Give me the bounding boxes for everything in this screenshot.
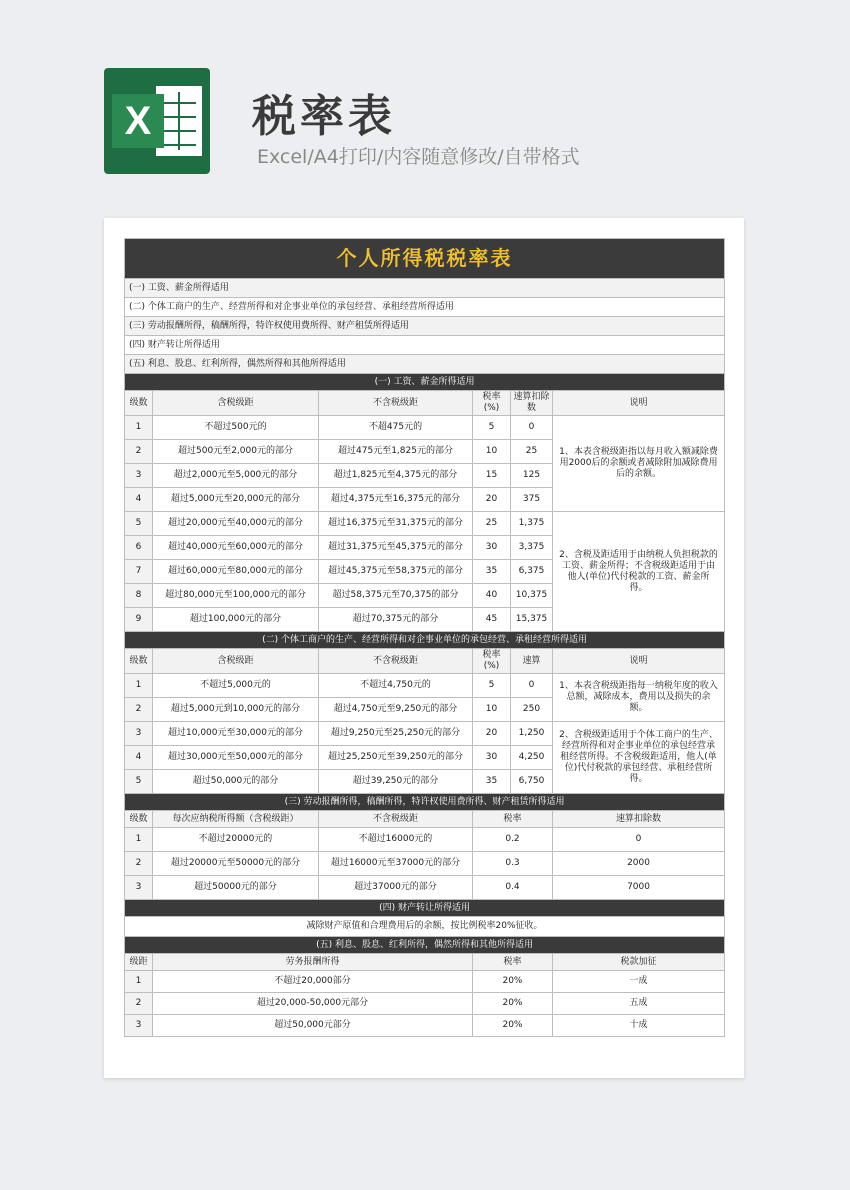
table-cell: 超过39,250元的部分 [319,770,473,794]
table-cell: 0 [511,674,553,698]
table-cell: 6,750 [511,770,553,794]
table-cell: 超过45,375元至58,375元的部分 [319,560,473,584]
table-cell: 不超过16000元的 [319,828,473,852]
header-cell: 税款加征 [553,954,725,971]
table-cell: 5 [125,512,153,536]
document-title: 税率表 [252,91,396,142]
table-cell: 不超过20,000部分 [153,971,473,993]
table-cell: 超过16000元至37000元的部分 [319,852,473,876]
section-4-text: 减除财产原值和合理费用后的余额，按比例税率20%征收。 [125,917,725,937]
table-row [125,674,725,698]
table-cell: 超过40,000元至60,000元的部分 [153,536,319,560]
table-cell: 6 [125,536,153,560]
section-list-item: (四) 财产转让所得适用 [125,336,725,355]
table-cell: 2000 [553,852,725,876]
section-2-title: (二) 个体工商户的生产、经营所得和对企事业单位的承包经营、承租经营所得适用 [125,632,725,649]
table-cell: 6,375 [511,560,553,584]
tax-rate-table [124,238,725,1037]
table-cell: 十成 [553,1015,725,1037]
section-4-title: (四) 财产转让所得适用 [125,900,725,917]
section-5-title: (五) 利息、股息、红利所得，偶然所得和其他所得适用 [125,937,725,954]
table-cell: 2 [125,993,153,1015]
table-cell: 超过50000元的部分 [153,876,319,900]
table-cell: 超过16,375元至31,375元的部分 [319,512,473,536]
header-cell: 速算扣除数 [511,391,553,416]
table-cell: 超过10,000元至30,000元的部分 [153,722,319,746]
table-cell: 30 [473,536,511,560]
sheet-title: 个人所得税税率表 [125,239,725,279]
table-cell: 超过9,250元至25,250元的部分 [319,722,473,746]
table-cell: 25 [511,440,553,464]
table-cell: 1,375 [511,512,553,536]
table-cell: 超过500元至2,000元的部分 [153,440,319,464]
table-cell: 一成 [553,971,725,993]
table-cell: 3 [125,722,153,746]
header-cell: 说明 [553,391,725,416]
table-cell: 超过37000元的部分 [319,876,473,900]
table-cell: 3 [125,1015,153,1037]
table-cell: 20% [473,1015,553,1037]
header-cell: 税率 [473,811,553,828]
table-cell: 2 [125,440,153,464]
table-cell: 35 [473,560,511,584]
header-cell: 速算 [511,649,553,674]
section-2-note-2: 2、含税级距适用于个体工商户的生产、经营所得和对企事业单位的承包经营承租经营所得。不含税级距适用，他人(单位)代付税款的承包经营、承租经营所得。 [553,722,725,794]
table-cell: 0.4 [473,876,553,900]
table-cell: 250 [511,698,553,722]
table-cell: 不超过500元的 [153,416,319,440]
header-cell: 含税级距 [153,649,319,674]
section-3-title: (三) 劳动报酬所得，稿酬所得，特许权使用费所得、财产租赁所得适用 [125,794,725,811]
table-cell: 0 [511,416,553,440]
header-cell: 级数 [125,391,153,416]
header-cell: 每次应纳税所得额（含税级距） [153,811,319,828]
table-cell: 15,375 [511,608,553,632]
table-cell: 不超过4,750元的 [319,674,473,698]
table-cell: 超过20000元至50000元的部分 [153,852,319,876]
table-cell: 超过20,000元至40,000元的部分 [153,512,319,536]
table-cell: 超过5,000元到10,000元的部分 [153,698,319,722]
table-cell: 4,250 [511,746,553,770]
header-cell: 不含税级距 [319,649,473,674]
table-row [125,1015,725,1037]
table-cell: 超过30,000元至50,000元的部分 [153,746,319,770]
table-cell: 7 [125,560,153,584]
table-cell: 375 [511,488,553,512]
table-cell: 1 [125,674,153,698]
table-cell: 2 [125,698,153,722]
table-cell: 30 [473,746,511,770]
table-cell: 1 [125,416,153,440]
table-cell: 1 [125,828,153,852]
header-cell: 级数 [125,811,153,828]
table-cell: 超过475元至1,825元的部分 [319,440,473,464]
table-cell: 超过4,375元至16,375元的部分 [319,488,473,512]
table-cell: 25 [473,512,511,536]
table-cell: 1,250 [511,722,553,746]
table-cell: 超过60,000元至80,000元的部分 [153,560,319,584]
table-cell: 0 [553,828,725,852]
table-cell: 4 [125,746,153,770]
table-cell: 20 [473,722,511,746]
section-list-item: (二) 个体工商户的生产、经营所得和对企事业单位的承包经营、承租经营所得适用 [125,298,725,317]
table-cell: 3 [125,464,153,488]
table-cell: 不超过20000元的 [153,828,319,852]
table-cell: 0.2 [473,828,553,852]
table-cell: 超过50,000元的部分 [153,770,319,794]
table-cell: 不超475元的 [319,416,473,440]
table-cell: 20% [473,993,553,1015]
section-list-item: (三) 劳动报酬所得，稿酬所得，特许权使用费所得、财产租赁所得适用 [125,317,725,336]
section-3-header-row [125,811,725,828]
table-row [125,993,725,1015]
section-2-header-row [125,649,725,674]
table-cell: 4 [125,488,153,512]
table-cell: 10 [473,698,511,722]
table-row [125,416,725,440]
table-cell: 20 [473,488,511,512]
table-cell: 超过20,000-50,000元部分 [153,993,473,1015]
sheet-title-row [125,239,725,279]
table-cell: 超过5,000元至20,000元的部分 [153,488,319,512]
table-cell: 0.3 [473,852,553,876]
table-cell: 3,375 [511,536,553,560]
header-cell: 说明 [553,649,725,674]
table-cell: 超过1,825元至4,375元的部分 [319,464,473,488]
section-list-item: (一) 工资、薪金所得适用 [125,279,725,298]
section-1-note-2: 2、含税及距适用于由纳税人负担税款的工资、薪金所得；不含税级距适用于由他人(单位)代付税款的工资、薪金所得。 [553,512,725,632]
table-cell: 35 [473,770,511,794]
section-1-header-row [125,391,725,416]
section-1-note-1: 1、本表含税级距指以每月收入额减除费用2000后的余额或者减除附加减除费用后的余额。 [553,416,725,512]
header-cell: 税率 [473,954,553,971]
table-row [125,971,725,993]
table-cell: 7000 [553,876,725,900]
section-1-title: (一) 工资、薪金所得适用 [125,374,725,391]
table-cell: 10 [473,440,511,464]
header-cell: 不含税级距 [319,811,473,828]
table-cell: 5 [473,674,511,698]
table-cell: 超过31,375元至45,375元的部分 [319,536,473,560]
table-cell: 超过100,000元的部分 [153,608,319,632]
table-row [125,722,725,746]
table-cell: 40 [473,584,511,608]
header-cell: 税率(%) [473,649,511,674]
table-cell: 5 [125,770,153,794]
table-row [125,512,725,536]
table-cell: 20% [473,971,553,993]
table-cell: 2 [125,852,153,876]
table-cell: 45 [473,608,511,632]
table-row [125,852,725,876]
table-cell: 8 [125,584,153,608]
table-row [125,828,725,852]
table-cell: 超过2,000元至5,000元的部分 [153,464,319,488]
table-cell: 超过70,375元的部分 [319,608,473,632]
header-cell: 含税级距 [153,391,319,416]
table-cell: 9 [125,608,153,632]
table-cell: 超过50,000元部分 [153,1015,473,1037]
spreadsheet-paper [104,218,744,1078]
header-cell: 级数 [125,649,153,674]
header-cell: 级距 [125,954,153,971]
table-cell: 1 [125,971,153,993]
excel-x-letter: X [112,94,164,148]
table-cell: 超过80,000元至100,000元的部分 [153,584,319,608]
table-row [125,876,725,900]
section-5-header-row [125,954,725,971]
document-subtitle: Excel/A4打印/内容随意修改/自带格式 [257,146,580,168]
header-cell: 税率(%) [473,391,511,416]
excel-logo-icon [104,68,210,174]
section-2-note-1: 1、本表含税级距指每一纳税年度的收入总额，减除成本，费用以及损失的余额。 [553,674,725,722]
header-cell: 劳务报酬所得 [153,954,473,971]
table-cell: 5 [473,416,511,440]
section-list-item: (五) 利息、股息、红利所得，偶然所得和其他所得适用 [125,355,725,374]
table-cell: 不超过5,000元的 [153,674,319,698]
table-cell: 125 [511,464,553,488]
table-cell: 3 [125,876,153,900]
table-cell: 超过25,250元至39,250元的部分 [319,746,473,770]
header-cell: 不含税级距 [319,391,473,416]
table-cell: 超过4,750元至9,250元的部分 [319,698,473,722]
table-cell: 10,375 [511,584,553,608]
table-cell: 超过58,375元至70,375的部分 [319,584,473,608]
table-cell: 15 [473,464,511,488]
table-cell: 五成 [553,993,725,1015]
header-cell: 速算扣除数 [553,811,725,828]
